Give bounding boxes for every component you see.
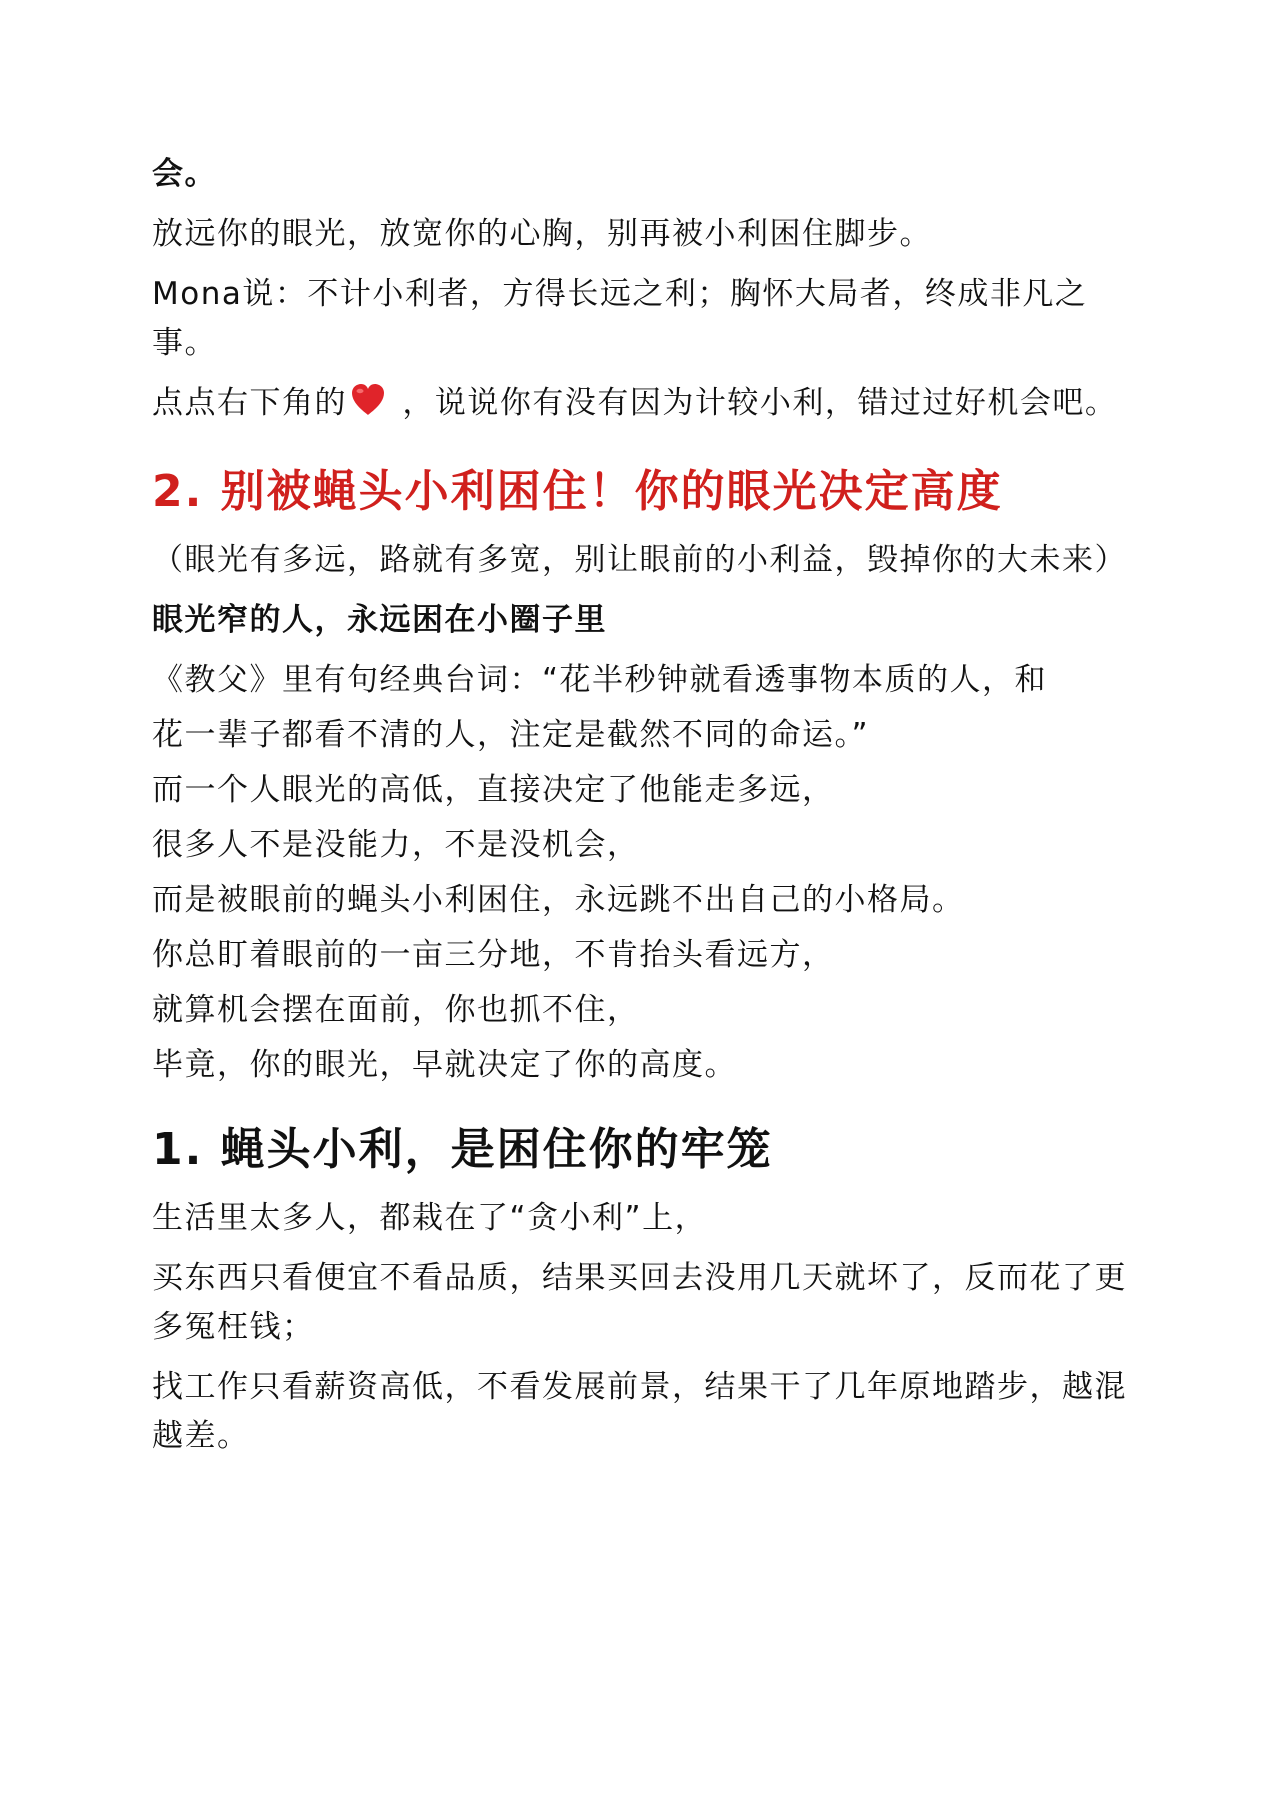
paragraph-call-to-action (152, 379, 1132, 428)
bold-subheading: 眼光窄的人，永远困在小圈子里 (152, 602, 607, 638)
text-line-8: 买东西只看便宜不看品质，结果买回去没用几天就坏了，反而花了更多冤枉钱； (152, 1260, 1127, 1345)
section-subtitle: （眼光有多远，路就有多宽，别让眼前的小利益，毁掉你的大未来） (152, 542, 1127, 578)
text-line-3: 而是被眼前的蝇头小利困住，永远跳不出自己的小格局。 (152, 882, 965, 918)
text-line-7: 生活里太多人，都栽在了“贪小利”上， (152, 1200, 708, 1236)
cta-text-before: 点点右下角的 (152, 385, 347, 421)
text-line-5: 就算机会摆在面前，你也抓不住， (152, 992, 640, 1028)
text-line-1: 而一个人眼光的高低，直接决定了他能走多远， (152, 772, 835, 808)
article-body (152, 150, 1132, 1472)
section-heading-2: 2. 别被蝇头小利困住！你的眼光决定高度 (152, 466, 1003, 517)
paragraph-continuation: 会。 (152, 156, 217, 192)
text-line-2: 很多人不是没能力，不是没机会， (152, 827, 640, 863)
heart-icon (349, 381, 387, 419)
cta-text-after: ，说说你有没有因为计较小利，错过过好机会吧。 (391, 385, 1118, 421)
quote-line-1: 《教父》里有句经典台词：“花半秒钟就看透事物本质的人，和 (152, 662, 1048, 698)
paragraph-broaden-vision: 放远你的眼光，放宽你的心胸，别再被小利困住脚步。 (152, 216, 932, 252)
text-line-9: 找工作只看薪资高低，不看发展前景，结果干了几年原地踏步，越混越差。 (152, 1369, 1127, 1454)
text-line-4: 你总盯着眼前的一亩三分地，不肯抬头看远方， (152, 937, 835, 973)
text-line-6: 毕竟，你的眼光，早就决定了你的高度。 (152, 1047, 737, 1083)
quote-line-2: 花一辈子都看不清的人，注定是截然不同的命运。” (152, 717, 870, 753)
paragraph-mona-says: Mona说：不计小利者，方得长远之利；胸怀大局者，终成非凡之事。 (152, 276, 1088, 361)
section-heading-1: 1. 蝇头小利，是困住你的牢笼 (152, 1124, 773, 1175)
